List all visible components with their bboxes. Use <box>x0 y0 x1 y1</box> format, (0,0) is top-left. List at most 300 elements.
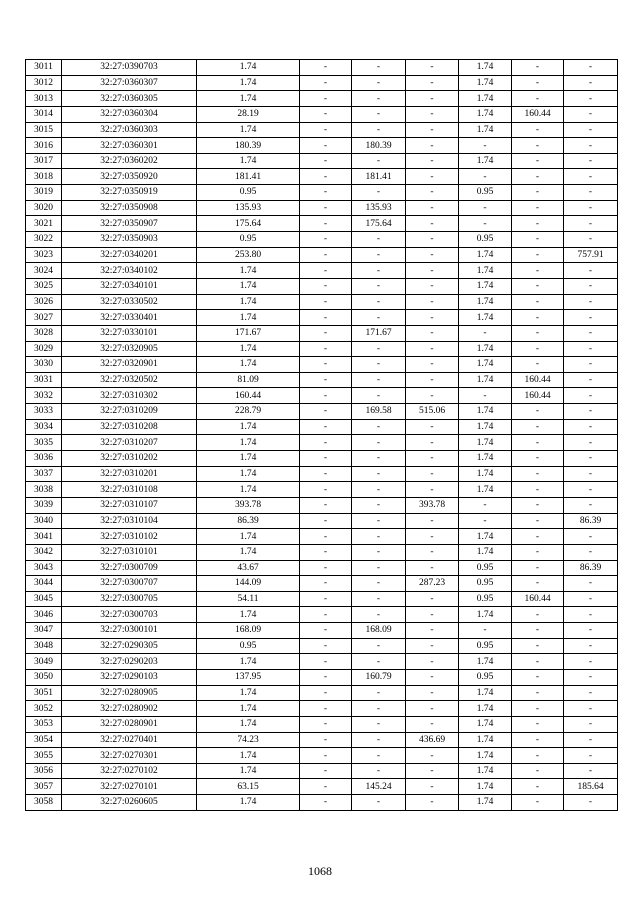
value-cell: 1.74 <box>197 153 300 169</box>
col8-cell: - <box>512 513 564 529</box>
col7-cell: 1.74 <box>459 263 512 279</box>
col9-cell: - <box>564 497 618 513</box>
col4-cell: - <box>300 435 352 451</box>
cadastral-number-cell: 32:27:0320502 <box>62 372 197 388</box>
col9-cell: - <box>564 153 618 169</box>
table-row <box>26 169 618 185</box>
col7-cell: 1.74 <box>459 106 512 122</box>
page-number: 1068 <box>308 864 332 878</box>
row-number-cell: 3021 <box>26 216 62 232</box>
col8-cell: - <box>512 435 564 451</box>
col4-cell: - <box>300 388 352 404</box>
row-number-cell: 3052 <box>26 701 62 717</box>
value-cell: 1.74 <box>197 482 300 498</box>
row-number-cell: 3015 <box>26 122 62 138</box>
col6-cell: - <box>406 341 459 357</box>
col6-cell: 436.69 <box>406 732 459 748</box>
col5-cell: 175.64 <box>352 216 406 232</box>
col8-cell: - <box>512 482 564 498</box>
row-number-cell: 3017 <box>26 153 62 169</box>
col4-cell: - <box>300 216 352 232</box>
col5-cell: - <box>352 763 406 779</box>
row-number-cell: 3053 <box>26 716 62 732</box>
col5-cell: - <box>352 451 406 467</box>
cadastral-number-cell: 32:27:0300703 <box>62 607 197 623</box>
row-number-cell: 3048 <box>26 638 62 654</box>
col6-cell: 515.06 <box>406 404 459 420</box>
col6-cell: - <box>406 185 459 201</box>
table-row <box>26 138 618 154</box>
col4-cell: - <box>300 263 352 279</box>
row-number-cell: 3036 <box>26 451 62 467</box>
cadastral-number-cell: 32:27:0280901 <box>62 716 197 732</box>
col4-cell: - <box>300 419 352 435</box>
col6-cell: - <box>406 669 459 685</box>
value-cell: 1.74 <box>197 701 300 717</box>
col5-cell: - <box>352 357 406 373</box>
value-cell: 1.74 <box>197 75 300 91</box>
col8-cell: - <box>512 669 564 685</box>
table-row <box>26 748 618 764</box>
table-row <box>26 91 618 107</box>
col4-cell: - <box>300 122 352 138</box>
table-row <box>26 153 618 169</box>
col5-cell: - <box>352 91 406 107</box>
col4-cell: - <box>300 497 352 513</box>
col6-cell: - <box>406 325 459 341</box>
col6-cell: - <box>406 357 459 373</box>
table-row <box>26 529 618 545</box>
row-number-cell: 3012 <box>26 75 62 91</box>
col6-cell: 393.78 <box>406 497 459 513</box>
col7-cell: 1.74 <box>459 341 512 357</box>
col9-cell: - <box>564 216 618 232</box>
col7-cell: 1.74 <box>459 701 512 717</box>
table-row <box>26 247 618 263</box>
value-cell: 1.74 <box>197 60 300 76</box>
col4-cell: - <box>300 60 352 76</box>
col8-cell: - <box>512 451 564 467</box>
col9-cell: - <box>564 75 618 91</box>
col6-cell: - <box>406 623 459 639</box>
col8-cell: - <box>512 247 564 263</box>
col7-cell: - <box>459 497 512 513</box>
col9-cell: - <box>564 732 618 748</box>
col4-cell: - <box>300 732 352 748</box>
col8-cell: 160.44 <box>512 106 564 122</box>
col7-cell: 0.95 <box>459 576 512 592</box>
col5-cell: - <box>352 388 406 404</box>
col4-cell: - <box>300 607 352 623</box>
col6-cell: - <box>406 153 459 169</box>
col8-cell: - <box>512 716 564 732</box>
row-number-cell: 3033 <box>26 404 62 420</box>
row-number-cell: 3034 <box>26 419 62 435</box>
col4-cell: - <box>300 106 352 122</box>
row-number-cell: 3039 <box>26 497 62 513</box>
row-number-cell: 3025 <box>26 278 62 294</box>
table-row <box>26 669 618 685</box>
col5-cell: - <box>352 263 406 279</box>
col5-cell: - <box>352 716 406 732</box>
col9-cell: - <box>564 263 618 279</box>
col9-cell: - <box>564 310 618 326</box>
row-number-cell: 3023 <box>26 247 62 263</box>
col7-cell: 1.74 <box>459 278 512 294</box>
col6-cell: - <box>406 200 459 216</box>
cadastral-number-cell: 32:27:0310102 <box>62 529 197 545</box>
col4-cell: - <box>300 200 352 216</box>
col9-cell: - <box>564 748 618 764</box>
col5-cell: - <box>352 482 406 498</box>
row-number-cell: 3024 <box>26 263 62 279</box>
table-row <box>26 372 618 388</box>
col5-cell: - <box>352 560 406 576</box>
col7-cell: - <box>459 513 512 529</box>
col4-cell: - <box>300 247 352 263</box>
col4-cell: - <box>300 138 352 154</box>
cadastral-number-cell: 32:27:0310108 <box>62 482 197 498</box>
row-number-cell: 3051 <box>26 685 62 701</box>
col4-cell: - <box>300 372 352 388</box>
col7-cell: 0.95 <box>459 638 512 654</box>
col6-cell: - <box>406 685 459 701</box>
col4-cell: - <box>300 232 352 248</box>
col9-cell: - <box>564 138 618 154</box>
col4-cell: - <box>300 763 352 779</box>
cadastral-number-cell: 32:27:0310209 <box>62 404 197 420</box>
col5-cell: - <box>352 341 406 357</box>
col9-cell: - <box>564 325 618 341</box>
value-cell: 1.74 <box>197 529 300 545</box>
value-cell: 81.09 <box>197 372 300 388</box>
col9-cell: - <box>564 122 618 138</box>
cadastral-number-cell: 32:27:0330401 <box>62 310 197 326</box>
col9-cell: - <box>564 544 618 560</box>
col4-cell: - <box>300 341 352 357</box>
col7-cell: 0.95 <box>459 669 512 685</box>
col4-cell: - <box>300 560 352 576</box>
col5-cell: - <box>352 497 406 513</box>
cadastral-number-cell: 32:27:0360301 <box>62 138 197 154</box>
col8-cell: - <box>512 357 564 373</box>
col6-cell: - <box>406 466 459 482</box>
col5-cell: - <box>352 701 406 717</box>
value-cell: 1.74 <box>197 357 300 373</box>
col5-cell: - <box>352 466 406 482</box>
col5-cell: 180.39 <box>352 138 406 154</box>
cadastral-number-cell: 32:27:0350919 <box>62 185 197 201</box>
col4-cell: - <box>300 638 352 654</box>
col7-cell: 1.74 <box>459 310 512 326</box>
table-row <box>26 779 618 795</box>
col8-cell: - <box>512 404 564 420</box>
cadastral-number-cell: 32:27:0310207 <box>62 435 197 451</box>
row-number-cell: 3027 <box>26 310 62 326</box>
col4-cell: - <box>300 716 352 732</box>
col5-cell: - <box>352 685 406 701</box>
col4-cell: - <box>300 795 352 811</box>
cadastral-number-cell: 32:27:0290305 <box>62 638 197 654</box>
col4-cell: - <box>300 75 352 91</box>
col5-cell: - <box>352 310 406 326</box>
value-cell: 1.74 <box>197 294 300 310</box>
col7-cell: 0.95 <box>459 185 512 201</box>
table-row <box>26 325 618 341</box>
col7-cell: 1.74 <box>459 763 512 779</box>
table-row <box>26 701 618 717</box>
cadastral-number-cell: 32:27:0290203 <box>62 654 197 670</box>
table-row <box>26 466 618 482</box>
cadastral-number-cell: 32:27:0330502 <box>62 294 197 310</box>
value-cell: 1.74 <box>197 654 300 670</box>
col7-cell: - <box>459 216 512 232</box>
row-number-cell: 3038 <box>26 482 62 498</box>
row-number-cell: 3058 <box>26 795 62 811</box>
table-row <box>26 388 618 404</box>
table-row <box>26 623 618 639</box>
row-number-cell: 3016 <box>26 138 62 154</box>
cadastral-number-cell: 32:27:0300709 <box>62 560 197 576</box>
col9-cell: - <box>564 169 618 185</box>
value-cell: 1.74 <box>197 466 300 482</box>
col9-cell: - <box>564 654 618 670</box>
col6-cell: - <box>406 529 459 545</box>
table-row <box>26 232 618 248</box>
cadastral-number-cell: 32:27:0360304 <box>62 106 197 122</box>
col8-cell: - <box>512 122 564 138</box>
col8-cell: - <box>512 263 564 279</box>
col5-cell: 168.09 <box>352 623 406 639</box>
row-number-cell: 3031 <box>26 372 62 388</box>
cadastral-number-cell: 32:27:0310101 <box>62 544 197 560</box>
col9-cell: - <box>564 638 618 654</box>
col5-cell: - <box>352 638 406 654</box>
cadastral-number-cell: 32:27:0340101 <box>62 278 197 294</box>
value-cell: 1.74 <box>197 278 300 294</box>
col5-cell: - <box>352 591 406 607</box>
value-cell: 171.67 <box>197 325 300 341</box>
col8-cell: - <box>512 294 564 310</box>
cadastral-number-cell: 32:27:0290103 <box>62 669 197 685</box>
col9-cell: - <box>564 529 618 545</box>
col6-cell: - <box>406 591 459 607</box>
table-row <box>26 216 618 232</box>
col5-cell: - <box>352 75 406 91</box>
cadastral-number-cell: 32:27:0350903 <box>62 232 197 248</box>
col8-cell: - <box>512 200 564 216</box>
row-number-cell: 3022 <box>26 232 62 248</box>
col8-cell: - <box>512 763 564 779</box>
col4-cell: - <box>300 779 352 795</box>
value-cell: 181.41 <box>197 169 300 185</box>
col6-cell: - <box>406 779 459 795</box>
col7-cell: 1.74 <box>459 779 512 795</box>
value-cell: 0.95 <box>197 232 300 248</box>
col7-cell: 1.74 <box>459 60 512 76</box>
col4-cell: - <box>300 529 352 545</box>
value-cell: 43.67 <box>197 560 300 576</box>
col6-cell: - <box>406 278 459 294</box>
col4-cell: - <box>300 685 352 701</box>
cadastral-number-cell: 32:27:0280902 <box>62 701 197 717</box>
col9-cell: - <box>564 763 618 779</box>
col8-cell: - <box>512 795 564 811</box>
col8-cell: - <box>512 138 564 154</box>
value-cell: 1.74 <box>197 91 300 107</box>
col7-cell: 1.74 <box>459 372 512 388</box>
value-cell: 1.74 <box>197 716 300 732</box>
col5-cell: - <box>352 278 406 294</box>
cadastral-number-cell: 32:27:0340201 <box>62 247 197 263</box>
table-row <box>26 404 618 420</box>
value-cell: 137.95 <box>197 669 300 685</box>
col6-cell: - <box>406 419 459 435</box>
table-row <box>26 763 618 779</box>
col7-cell: 1.74 <box>459 357 512 373</box>
table-row <box>26 60 618 76</box>
value-cell: 160.44 <box>197 388 300 404</box>
table-row <box>26 607 618 623</box>
value-cell: 168.09 <box>197 623 300 639</box>
col6-cell: - <box>406 560 459 576</box>
cadastral-number-cell: 32:27:0310104 <box>62 513 197 529</box>
col8-cell: - <box>512 576 564 592</box>
col9-cell: - <box>564 716 618 732</box>
col7-cell: 1.74 <box>459 91 512 107</box>
col4-cell: - <box>300 544 352 560</box>
col7-cell: 1.74 <box>459 75 512 91</box>
cadastral-number-cell: 32:27:0360303 <box>62 122 197 138</box>
col6-cell: - <box>406 435 459 451</box>
value-cell: 1.74 <box>197 310 300 326</box>
cadastral-number-cell: 32:27:0350908 <box>62 200 197 216</box>
col9-cell: - <box>564 200 618 216</box>
col7-cell: - <box>459 325 512 341</box>
value-cell: 28.19 <box>197 106 300 122</box>
col6-cell: - <box>406 482 459 498</box>
col6-cell: - <box>406 513 459 529</box>
col7-cell: 1.74 <box>459 419 512 435</box>
table-row <box>26 263 618 279</box>
col7-cell: 1.74 <box>459 544 512 560</box>
col7-cell: - <box>459 138 512 154</box>
row-number-cell: 3046 <box>26 607 62 623</box>
row-number-cell: 3026 <box>26 294 62 310</box>
col6-cell: - <box>406 169 459 185</box>
col9-cell: - <box>564 685 618 701</box>
value-cell: 180.39 <box>197 138 300 154</box>
col6-cell: - <box>406 60 459 76</box>
col8-cell: - <box>512 419 564 435</box>
col8-cell: 160.44 <box>512 372 564 388</box>
cadastral-number-cell: 32:27:0360307 <box>62 75 197 91</box>
cadastral-number-cell: 32:27:0350907 <box>62 216 197 232</box>
col8-cell: - <box>512 732 564 748</box>
value-cell: 54.11 <box>197 591 300 607</box>
col7-cell: 1.74 <box>459 748 512 764</box>
row-number-cell: 3013 <box>26 91 62 107</box>
value-cell: 144.09 <box>197 576 300 592</box>
row-number-cell: 3035 <box>26 435 62 451</box>
col4-cell: - <box>300 576 352 592</box>
col5-cell: - <box>352 122 406 138</box>
col9-cell: - <box>564 404 618 420</box>
cadastral-number-cell: 32:27:0270401 <box>62 732 197 748</box>
table-row <box>26 278 618 294</box>
row-number-cell: 3056 <box>26 763 62 779</box>
row-number-cell: 3028 <box>26 325 62 341</box>
col5-cell: - <box>352 106 406 122</box>
col9-cell: - <box>564 91 618 107</box>
cadastral-number-cell: 32:27:0320905 <box>62 341 197 357</box>
table-row <box>26 106 618 122</box>
col9-cell: 185.64 <box>564 779 618 795</box>
value-cell: 228.79 <box>197 404 300 420</box>
col6-cell: - <box>406 91 459 107</box>
col9-cell: - <box>564 388 618 404</box>
col8-cell: - <box>512 325 564 341</box>
col4-cell: - <box>300 169 352 185</box>
col4-cell: - <box>300 669 352 685</box>
data-table <box>25 59 618 811</box>
col5-cell: - <box>352 513 406 529</box>
table-body <box>26 60 618 811</box>
cadastral-number-cell: 32:27:0300707 <box>62 576 197 592</box>
col9-cell: - <box>564 623 618 639</box>
col9-cell: - <box>564 607 618 623</box>
col8-cell: 160.44 <box>512 388 564 404</box>
value-cell: 1.74 <box>197 419 300 435</box>
col8-cell: - <box>512 529 564 545</box>
col5-cell: - <box>352 372 406 388</box>
col9-cell: - <box>564 435 618 451</box>
col9-cell: - <box>564 591 618 607</box>
col6-cell: - <box>406 122 459 138</box>
cadastral-number-cell: 32:27:0390703 <box>62 60 197 76</box>
row-number-cell: 3032 <box>26 388 62 404</box>
col4-cell: - <box>300 654 352 670</box>
col8-cell: - <box>512 685 564 701</box>
col5-cell: - <box>352 748 406 764</box>
table-row <box>26 341 618 357</box>
table-row <box>26 294 618 310</box>
col6-cell: - <box>406 701 459 717</box>
col9-cell: - <box>564 278 618 294</box>
cadastral-number-cell: 32:27:0260605 <box>62 795 197 811</box>
value-cell: 1.74 <box>197 607 300 623</box>
col7-cell: - <box>459 169 512 185</box>
col8-cell: - <box>512 701 564 717</box>
col6-cell: - <box>406 638 459 654</box>
col8-cell: - <box>512 560 564 576</box>
col7-cell: 1.74 <box>459 732 512 748</box>
row-number-cell: 3057 <box>26 779 62 795</box>
col6-cell: - <box>406 216 459 232</box>
col9-cell: - <box>564 669 618 685</box>
value-cell: 74.23 <box>197 732 300 748</box>
value-cell: 86.39 <box>197 513 300 529</box>
table-row <box>26 451 618 467</box>
col6-cell: - <box>406 748 459 764</box>
cadastral-number-cell: 32:27:0350920 <box>62 169 197 185</box>
table-row <box>26 544 618 560</box>
col9-cell: - <box>564 451 618 467</box>
col9-cell: - <box>564 106 618 122</box>
col8-cell: - <box>512 466 564 482</box>
row-number-cell: 3018 <box>26 169 62 185</box>
col7-cell: 1.74 <box>459 466 512 482</box>
